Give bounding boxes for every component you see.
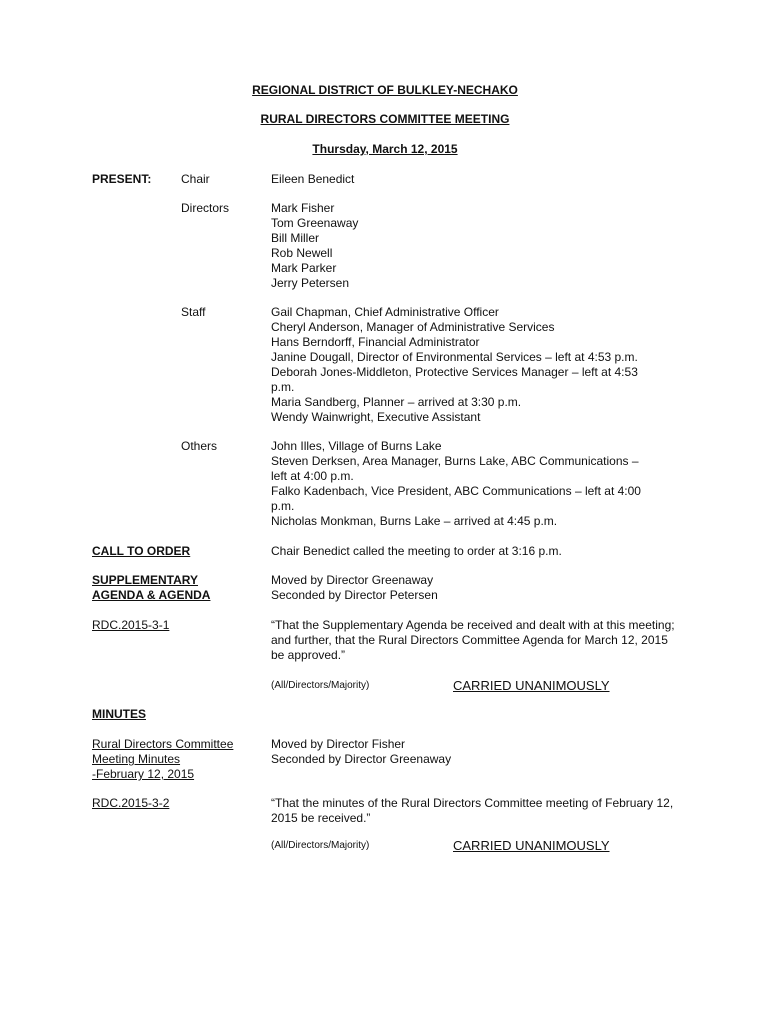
resolution-text: “That the Supplementary Agenda be received and dealt with at this meeting; and further, that the Rural Directors Committee Agenda for March 12, 2015 be approved.” bbox=[271, 618, 675, 662]
staff-role-label: Staff bbox=[181, 305, 206, 319]
seconded-by: Seconded by Director Petersen bbox=[271, 588, 438, 602]
staff-name: Janine Dougall, Director of Environmental Services – left at 4:53 p.m. bbox=[271, 350, 638, 364]
staff-name: p.m. bbox=[271, 380, 295, 394]
others-name: Steven Derksen, Area Manager, Burns Lake, ABC Communications – bbox=[271, 454, 639, 468]
staff-name: Cheryl Anderson, Manager of Administrative Services bbox=[271, 320, 555, 334]
present-label: PRESENT: bbox=[92, 172, 152, 186]
carried-status: CARRIED UNANIMOUSLY bbox=[453, 838, 610, 853]
staff-list bbox=[271, 305, 638, 425]
agenda-motion-movers bbox=[271, 573, 438, 603]
staff-name: Deborah Jones-Middleton, Protective Services Manager – left at 4:53 bbox=[271, 365, 638, 379]
director-name: Rob Newell bbox=[271, 246, 333, 260]
carried-status: CARRIED UNANIMOUSLY bbox=[453, 678, 610, 693]
seconded-by: Seconded by Director Greenaway bbox=[271, 752, 452, 766]
vote-type: (All/Directors/Majority) bbox=[271, 680, 370, 691]
resolution-number: RDC.2015-3-2 bbox=[92, 796, 170, 810]
organization-title: REGIONAL DISTRICT OF BULKLEY-NECHAKO bbox=[252, 83, 518, 97]
minutes-heading: MINUTES bbox=[92, 707, 146, 721]
supplementary-agenda-heading: SUPPLEMENTARY AGENDA & AGENDA bbox=[92, 573, 211, 602]
director-name: Mark Parker bbox=[271, 261, 337, 275]
directors-list bbox=[271, 201, 358, 291]
others-list bbox=[271, 439, 641, 529]
vote-type: (All/Directors/Majority) bbox=[271, 840, 370, 851]
directors-role-label: Directors bbox=[181, 201, 230, 215]
director-name: Tom Greenaway bbox=[271, 216, 359, 230]
resolution-number: RDC.2015-3-1 bbox=[92, 618, 170, 632]
moved-by: Moved by Director Fisher bbox=[271, 737, 406, 751]
others-name: John Illes, Village of Burns Lake bbox=[271, 439, 442, 453]
chair-role-label: Chair bbox=[181, 172, 210, 186]
call-to-order-heading: CALL TO ORDER bbox=[92, 544, 191, 558]
others-name: p.m. bbox=[271, 499, 295, 513]
staff-name: Maria Sandberg, Planner – arrived at 3:30 p.m. bbox=[271, 395, 522, 409]
others-name: Falko Kadenbach, Vice President, ABC Communications – left at 4:00 bbox=[271, 484, 641, 498]
call-to-order-text: Chair Benedict called the meeting to order at 3:16 p.m. bbox=[271, 544, 562, 558]
minutes-motion-movers bbox=[271, 737, 451, 767]
meeting-title: RURAL DIRECTORS COMMITTEE MEETING bbox=[260, 112, 510, 126]
minutes-item-title: Rural Directors Committee Meeting Minutes -February 12, 2015 bbox=[92, 737, 234, 781]
meeting-date: Thursday, March 12, 2015 bbox=[312, 142, 458, 156]
staff-name: Hans Berndorff, Financial Administrator bbox=[271, 335, 480, 349]
others-name: left at 4:00 p.m. bbox=[271, 469, 354, 483]
chair-name: Eileen Benedict bbox=[271, 172, 355, 186]
director-name: Mark Fisher bbox=[271, 201, 335, 215]
director-name: Jerry Petersen bbox=[271, 276, 350, 290]
staff-name: Wendy Wainwright, Executive Assistant bbox=[271, 410, 481, 424]
others-name: Nicholas Monkman, Burns Lake – arrived at 4:45 p.m. bbox=[271, 514, 558, 528]
staff-name: Gail Chapman, Chief Administrative Officer bbox=[271, 305, 499, 319]
director-name: Bill Miller bbox=[271, 231, 319, 245]
resolution-text: “That the minutes of the Rural Directors Committee meeting of February 12, 2015 be received.” bbox=[271, 796, 674, 825]
moved-by: Moved by Director Greenaway bbox=[271, 573, 434, 587]
others-role-label: Others bbox=[181, 439, 218, 453]
